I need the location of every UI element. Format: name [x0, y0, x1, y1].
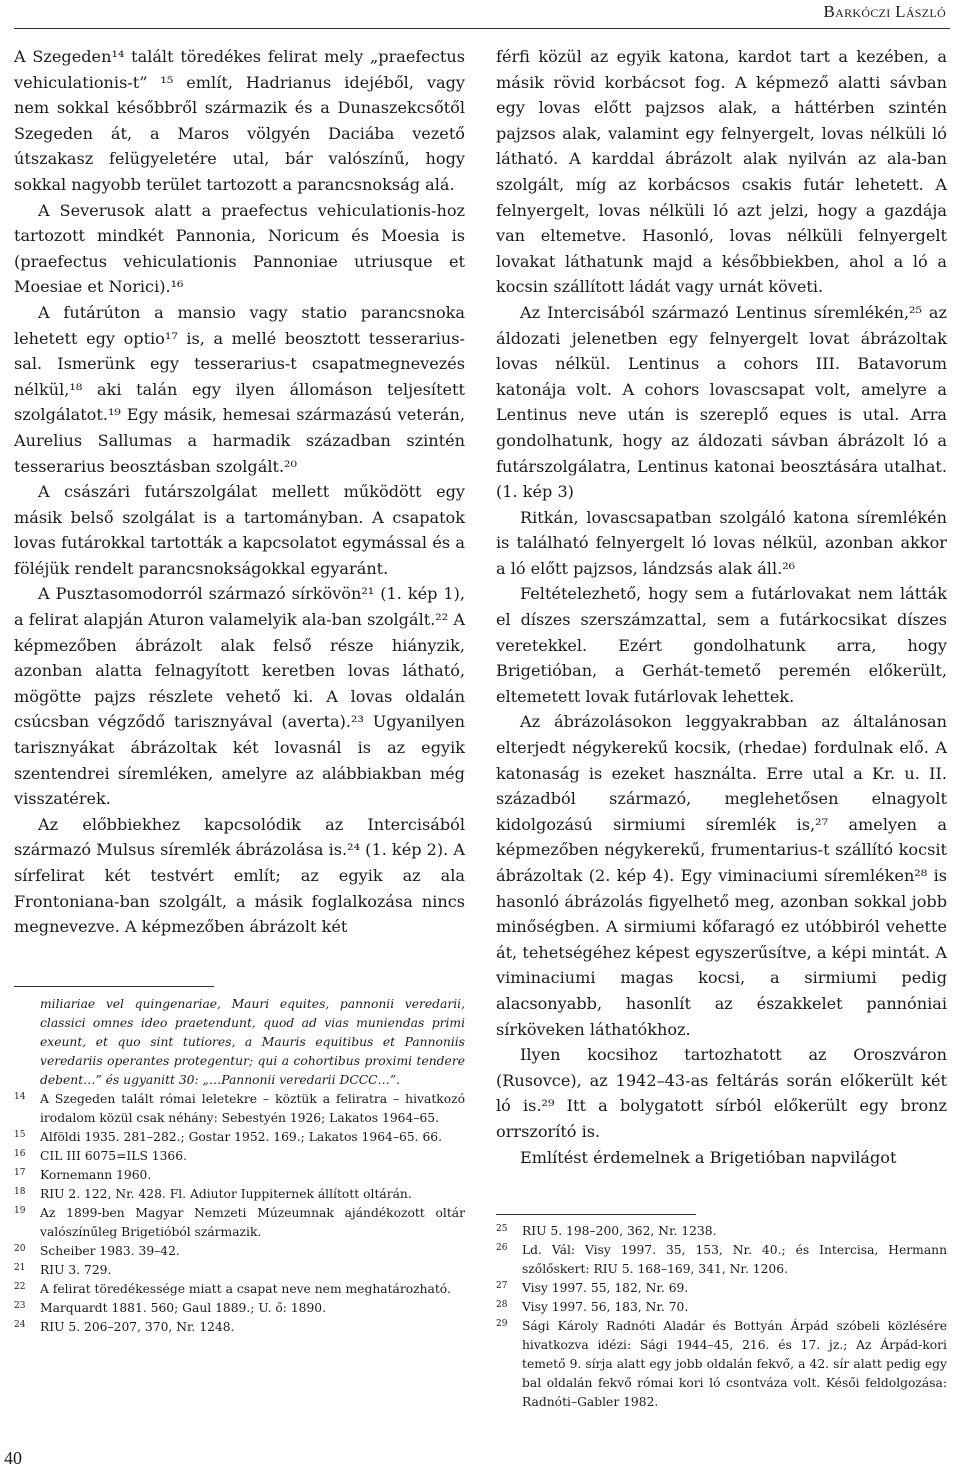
footnote: [496, 1298, 947, 1317]
footnote: [14, 1204, 465, 1242]
right-footnotes: [496, 1222, 947, 1412]
footnote-number: 19: [14, 1206, 26, 1216]
footnote: [14, 1128, 465, 1147]
footnote-text: A felirat töredékessége miatt a csapat neve nem meghatározható.: [40, 1282, 451, 1296]
footnote: [14, 1090, 465, 1128]
footnote-text: Sági Károly Radnóti Aladár és Bottyán Árpád szóbeli közlésére hivatkozva idézi: Sági 1944–45, 216. és 17. jz.; Az Árpád-kori temető 9. sírja alatt egy jobb oldalán fekvő, a 42. sír alatt pedig egy bal oldalán fekvő római kori ló csontváza volt. Késői feldolgozása: Radnóti–Gabler 1982.: [522, 1319, 947, 1409]
left-column: [14, 44, 465, 940]
footnote-text: RIU 5. 198–200, 362, Nr. 1238.: [522, 1224, 717, 1238]
paragraph: A Severusok alatt a praefectus vehiculationis-hoz tartozott mindkét Pannonia, Noricum és Moesia is (praefectus vehiculationis Pannoniae utriusque et Moesiae et Norici).¹⁶: [14, 200, 465, 297]
footnote-text: Visy 1997. 55, 182, Nr. 69.: [522, 1281, 689, 1295]
footnote-text: Visy 1997. 56, 183, Nr. 70.: [522, 1300, 689, 1314]
paragraph: Ritkán, lovascsapatban szolgáló katona síremlékén is található felnyergelt ló lovas nélkül, azonban akkor a ló előtt pajzsos, lándzsás alak áll.²⁶: [496, 507, 947, 578]
footnote-number: 23: [14, 1301, 26, 1311]
paragraph: A Szegeden¹⁴ talált töredékes felirat mely „praefectus vehiculationis-t” ¹⁵ említ, Hadrianus idejéből, vagy nem sokkal későbbről származik és a Dunaszekcsőtől Szegeden át, a Maros völgyén Daciába vezető útszakasz felügyeletére utal, bár valószínű, hogy sokkal nagyobb terület tartozott a parancsnokság alá.: [14, 47, 465, 194]
paragraph: Az Intercisából származó Lentinus síremlékén,²⁵ az áldozati jelenetben egy felnyergelt lovat ábrázoltak lovas nélkül. Lentinus a cohors III. Batavorum katonája volt. A cohors lovascsapat volt, amelyre a Lentinus neve után is szereplő eques is utal. Arra gondolhatunk, hogy az áldozati sávban ábrázolt ló a futárszolgálatra, Lentinus katonai beosztására utalhat. (1. kép 3): [496, 302, 947, 502]
footnote-text: RIU 3. 729.: [40, 1263, 112, 1277]
paragraph: A futárúton a mansio vagy statio parancsnoka lehetett egy optio¹⁷ is, a mellé beosztott tesserarius-sal. Ismerünk egy tesserarius-t csapatmegnevezés nélkül,¹⁸ aki talán egy ilyen állomáson teljesített szolgálatot.¹⁹ Egy másik, hemesai származású veterán, Aurelius Sallumas a harmadik században szintén tesserarius beosztásban szolgált.²⁰: [14, 302, 465, 476]
footnote-number: 26: [496, 1243, 508, 1253]
paragraph: Ilyen kocsihoz tartozhatott az Oroszváron (Rusovce), az 1942–43-as feltárás során előkerült két ló is.²⁹ Itt a bolygatott sírból előkerült egy bronz orrszorító is.: [496, 1045, 947, 1141]
footnote-text: Ld. Vál: Visy 1997. 35, 153, Nr. 40.; és Intercisa, Hermann szőlőskert: RIU 5. 168–169, 341, Nr. 1206.: [522, 1243, 947, 1276]
footnote-text: Az 1899-ben Magyar Nemzeti Múzeumnak ajándékozott oltár valószínűleg Brigetióból származik.: [40, 1206, 465, 1239]
footnote-number: 20: [14, 1244, 26, 1254]
footnote-number: 14: [14, 1092, 26, 1102]
footnote: [14, 1280, 465, 1299]
footnote: [14, 1147, 465, 1166]
footnote-number: 25: [496, 1224, 508, 1234]
footnote-number: 24: [14, 1320, 26, 1330]
footnote: [14, 1299, 465, 1318]
footnote-rule-right: [496, 1214, 696, 1215]
footnote: [14, 1261, 465, 1280]
footnote-number: 27: [496, 1281, 508, 1291]
header-rule: [14, 28, 950, 29]
footnote: [496, 1317, 947, 1412]
left-footnotes: [14, 995, 465, 1337]
right-body-text: [496, 44, 947, 1170]
footnote-text: A Szegeden talált római leletekre – köztük a feliratra – hivatkozó irodalom közül csak néhány: Sebestyén 1926; Lakatos 1964–65.: [40, 1092, 465, 1125]
paragraph: Az előbbiekhez kapcsolódik az Intercisából származó Mulsus síremlék ábrázolása is.²⁴ (1. kép 2). A sírfelirat két testvért említ; az egyik az ala Frontoniana-ban szolgált, a másik foglalkozása nincs megnevezve. A képmezőben ábrázolt két: [14, 814, 466, 937]
paragraph: Feltételezhető, hogy sem a futárlovakat nem látták el díszes szerszámzattal, sem a futárkocsikat díszes veretekkel. Ezért gondolhatunk arra, hogy Brigetióban, a Gerhát-temető peremén előkerült, eltemetett lovak futárlovak lehettek.: [496, 584, 947, 706]
footnote: [14, 1166, 465, 1185]
paragraph: Említést érdemelnek a Brigetióban napvilágot: [520, 1147, 897, 1167]
footnote: [496, 1222, 947, 1241]
paragraph: A császári futárszolgálat mellett működött egy másik belső szolgálat is a tartományban. A csapatok lovas futárokkal tartották a kapcsolatot egymással és a föléjük rendelt parancsnokságokkal egyaránt.: [14, 482, 465, 578]
footnote-text: Marquardt 1881. 560; Gaul 1889.; U. ő: 1890.: [40, 1301, 327, 1315]
page-number: 40: [4, 1448, 22, 1468]
footnote-continuation: miliariae vel quingenariae, Mauri equites, pannonii veredarii, classici omnes ideo praetendunt, quod ad vias muniendas primi exeunt, et quo sint tutiores, a Mauris equitibus et Pannoniis veredariis operantes protegentur; qui a cohortibus proximi tendere debent…” és ugyanitt 30: „…Pannonii veredarii DCCC…”.: [40, 997, 465, 1087]
footnote-text: Alföldi 1935. 281–282.; Gostar 1952. 169.; Lakatos 1964–65. 66.: [40, 1130, 443, 1144]
footnote-number: 18: [14, 1187, 26, 1197]
footnote-text: CIL III 6075=ILS 1366.: [40, 1149, 187, 1163]
footnote: [14, 1185, 465, 1204]
footnote-number: 16: [14, 1149, 26, 1159]
footnote-text: RIU 5. 206–207, 370, Nr. 1248.: [40, 1320, 235, 1334]
footnote-number: 22: [14, 1282, 26, 1292]
footnote: [496, 1241, 947, 1279]
footnote-number: 28: [496, 1300, 508, 1310]
paragraph: Az ábrázolásokon leggyakrabban az általánosan elterjedt négykerekű kocsik, (rhedae) fordulnak elő. A katonaság is ezeket használta. Erre utal a Kr. u. II. századból származó, meglehetősen elnagyolt kidolgozású sirmiumi síremlék is,²⁷ amelyen a képmezőben négykerekű, frumentarius-t szállító kocsit ábrázoltak (2. kép 4). Egy viminaciumi síremléken²⁸ is hasonló ábrázolás figyelhető meg, azonban sokkal jobb minőségben. A sirmiumi kőfaragó ez utóbbiról vehette át, tehetségéhez képest egyszerűsítve, a képi mintát. A viminaciumi magas kocsi, a sirmiumi pedig alacsonyabb, hasonlít az északkelet pannóniai sírköveken láthatókhoz.: [496, 712, 947, 1039]
footnote-number: 29: [496, 1319, 508, 1329]
right-column: [496, 44, 947, 1170]
running-head: Barkóczi László: [823, 2, 946, 21]
footnote-rule-left: [14, 986, 214, 987]
footnote: [14, 1242, 465, 1261]
left-body-text: [14, 44, 465, 940]
footnote-number: 17: [14, 1168, 26, 1178]
footnote-text: RIU 2. 122, Nr. 428. Fl. Adiutor Iuppiternek állított oltárán.: [40, 1187, 412, 1201]
footnote: [496, 1279, 947, 1298]
footnote: [14, 1318, 465, 1337]
paragraph: férfi közül az egyik katona, kardot tart a kezében, a másik rövid korbácsot fog. A képmező alatti sávban egy lovas előtt pajzsos alak, a háttérben szintén pajzsos alak, valamint egy felnyergelt, lovas nélküli ló látható. A karddal ábrázolt alak nyilván az ala-ban szolgált, míg az korbácsos csakis futár lehetett. A felnyergelt, lovas nélküli ló azt jelzi, hogy a gazdája van eltemetve. Hasonló, lovas nélküli felnyergelt lovakat láthatunk majd a későbbiekben, ahol a ló a kocsin szállított ládát vagy urnát követi.: [496, 47, 947, 297]
footnote-number: 21: [14, 1263, 26, 1273]
footnote-text: Scheiber 1983. 39–42.: [40, 1244, 180, 1258]
paragraph: A Pusztasomodorról származó sírkövön²¹ (1. kép 1), a felirat alapján Aturon valamelyik ala-ban szolgált.²² A képmezőben ábrázolt alak felső része hiányzik, azonban alatta felnagyított keretben lovas látható, mögötte pajzs részlete vehető ki. A lovas oldalán csúcsban végződő tarisznyával (averta).²³ Ugyanilyen tarisznyákat ábrázoltak két lovasnál is az egyik szentendrei síremléken, amelyre az alábbiakban még visszatérek.: [14, 584, 465, 809]
footnote-number: 15: [14, 1130, 26, 1140]
footnote-text: Kornemann 1960.: [40, 1168, 152, 1182]
